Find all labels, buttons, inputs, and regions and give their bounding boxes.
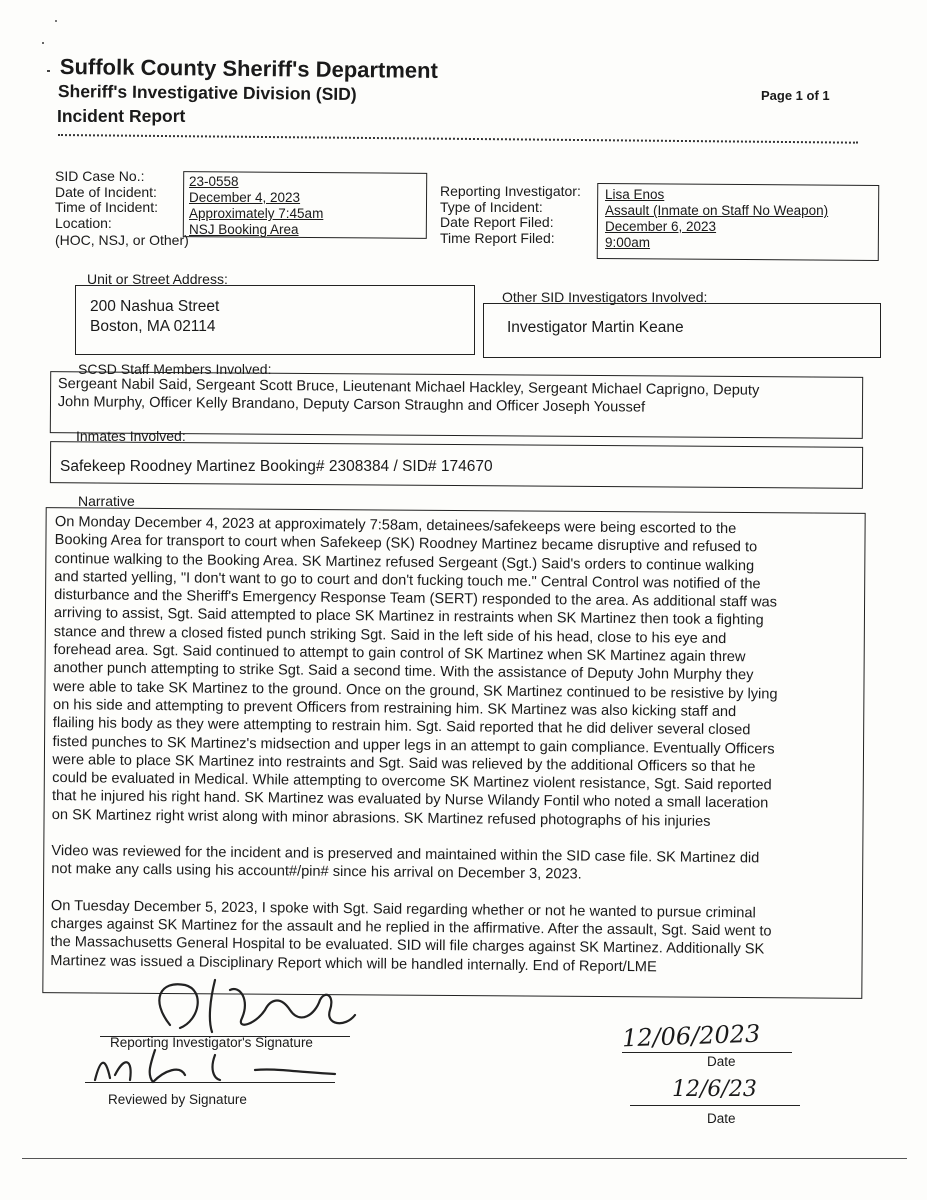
date-label-2: Date — [707, 1111, 736, 1126]
date-incident-value: December 4, 2023 — [189, 190, 301, 205]
division-title: Sheriff's Investigative Division (SID) — [57, 81, 357, 105]
reporting-signature-label: Reporting Investigator's Signature — [110, 1035, 313, 1050]
narrative-paragraph-1 — [52, 513, 860, 832]
narrative-line: On Monday December 4, 2023 at approximately 7:58am, detainees/safekeeps were being escorted to the — [54, 513, 737, 538]
signature-date-2: 12/6/23 — [672, 1077, 757, 1102]
reporting-investigator-label: Reporting Investigator: — [440, 183, 581, 199]
other-investigators-value: Investigator Martin Keane — [507, 319, 684, 336]
reviewed-signature-label: Reviewed by Signature — [108, 1092, 247, 1107]
date-label-1: Date — [707, 1054, 736, 1069]
signature-date-1: 12/06/2023 — [621, 1019, 761, 1053]
staff-label: SCSD Staff Members Involved: — [78, 361, 272, 377]
staff-line: John Murphy, Officer Kelly Brandano, Deputy Carson Straughn and Officer Joseph Youssef — [57, 393, 646, 416]
date-incident-label: Date of Incident: — [55, 183, 157, 200]
narrative-label: Narrative — [78, 493, 135, 509]
investigator-signature-scribble — [130, 970, 370, 1040]
date-filed-value: December 6, 2023 — [605, 219, 717, 234]
narrative-line: not make any calls using his account#/pin# since his arrival on December 3, 2023. — [51, 861, 582, 883]
bottom-rule — [22, 1158, 907, 1159]
time-incident-value: Approximately 7:45am — [189, 206, 324, 221]
narrative-line: Martinez was issued a Disciplinary Report which will be handled internally. End of Report/LME — [50, 952, 657, 975]
narrative-line: the Massachusetts General Hospital to be evaluated. SID will file charges against SK Martinez. Additionally SK — [50, 934, 765, 958]
scan-speck — [47, 70, 50, 72]
report-title: Incident Report — [57, 106, 186, 126]
case-no-label: SID Case No.: — [55, 168, 145, 184]
case-no-value: 23-0558 — [189, 174, 239, 189]
case-info-labels-left — [55, 169, 189, 249]
date-filed-label: Date Report Filed: — [440, 214, 554, 230]
address-line1: 200 Nashua Street — [90, 298, 220, 315]
narrative-paragraph-3 — [50, 897, 856, 979]
narrative-line: on SK Martinez right wrist along with minor abrasions. SK Martinez refused photographs of his injuries — [51, 806, 711, 830]
other-investigators-label: Other SID Investigators Involved: — [502, 289, 708, 305]
narrative-line: fisted punches to SK Martinez's midsection and upper legs in an attempt to gain compliance. Eventually Officers — [52, 733, 775, 758]
narrative-line: were able to take SK Martinez to the ground. Once on the ground, SK Martinez continued to be resistive by lying — [53, 678, 778, 703]
time-filed-value: 9:00am — [605, 235, 651, 250]
page-label: Page 1 of 1 — [761, 88, 830, 103]
address-label: Unit or Street Address: — [87, 271, 228, 287]
reporting-investigator-value: Lisa Enos — [605, 187, 665, 202]
narrative-line: flailing his body as they were attempting to restrain him. Sgt. Said reported that he did deliver several closed — [52, 715, 751, 739]
narrative-line: continue walking to the Booking Area. SK Martinez refused Sergeant (Sgt.) Said's orders to continue walking — [54, 550, 755, 574]
narrative-line: arriving to assist, Sgt. Said attempted to place SK Martinez in restraints when SK Martinez then took a fighting — [53, 605, 764, 629]
narrative-line: Booking Area for transport to court when Safekeep (SK) Roodney Martinez became disruptive and refused to — [54, 532, 758, 556]
location-value: NSJ Booking Area — [189, 222, 299, 237]
staff-text — [58, 375, 760, 418]
inmates-label: Inmates Involved: — [76, 428, 186, 444]
location-label: Location: — [55, 214, 112, 231]
narrative-line: were able to place SK Martinez into restraints and Sgt. Said was relieved by the additional Officers so that he — [52, 751, 756, 776]
header-divider — [58, 134, 858, 144]
narrative-line: another punch attempting to strike Sgt. Said a second time. With the assistance of Deputy John Murphy they — [53, 660, 754, 684]
scan-speck — [55, 20, 57, 22]
narrative-line: and started yelling, "I don't want to go to court and don't fucking touch me." Central Control was notified of the — [54, 568, 761, 593]
narrative-line: that he injured his right hand. SK Martinez was evaluated by Nurse Wilandy Fontil who noted a small laceration — [51, 788, 769, 812]
type-incident-value: Assault (Inmate on Staff No Weapon) — [605, 203, 829, 218]
narrative-line: could be evaluated in Medical. While attempting to overcome SK Martinez violent resistance, Sgt. Said reported — [52, 770, 772, 794]
department-title: Suffolk County Sheriff's Department — [59, 54, 439, 83]
narrative-line: stance and threw a closed fisted punch striking Sgt. Said in the left side of his head, close to his eye and — [53, 623, 727, 647]
reviewed-signature-line — [85, 1082, 335, 1083]
address-line2: Boston, MA 02114 — [90, 318, 216, 335]
narrative-line: on his side and attempting to prevent Officers from restraining him. SK Martinez was also kicking staff and — [52, 696, 737, 721]
narrative-line: charges against SK Martinez for the assault and he replied in the affirmative. After the assault, Sgt. Said went to — [50, 915, 772, 940]
narrative-line: disturbance and the Sheriff's Emergency Response Team (SERT) responded to the area. As additional staff was — [54, 587, 778, 611]
scan-speck — [42, 42, 44, 44]
date-line-2 — [630, 1105, 800, 1106]
time-incident-label: Time of Incident: — [55, 199, 158, 215]
case-info-labels-right — [440, 184, 581, 246]
type-incident-label: Type of Incident: — [440, 198, 543, 215]
staff-line: Sergeant Nabil Said, Sergeant Scott Bruce, Lieutenant Michael Hackley, Sergeant Michael Caprigno, Deputy — [57, 375, 760, 399]
location-note-label: (HOC, NSJ, or Other) — [55, 232, 189, 248]
time-filed-label: Time Report Filed: — [440, 229, 555, 246]
narrative-paragraph-2 — [51, 842, 856, 887]
narrative-line: Video was reviewed for the incident and is preserved and maintained within the SID case file. SK Martinez did — [51, 843, 760, 867]
narrative-text — [50, 513, 860, 978]
narrative-line: On Tuesday December 5, 2023, I spoke with Sgt. Said regarding whether or not he wanted to pursue criminal — [50, 897, 756, 922]
date-line-1 — [622, 1052, 792, 1053]
narrative-line: forehead area. Sgt. Said continued to attempt to gain control of SK Martinez when SK Martinez again threw — [53, 642, 746, 666]
inmates-value: Safekeep Roodney Martinez Booking# 2308384 / SID# 174670 — [60, 458, 493, 475]
